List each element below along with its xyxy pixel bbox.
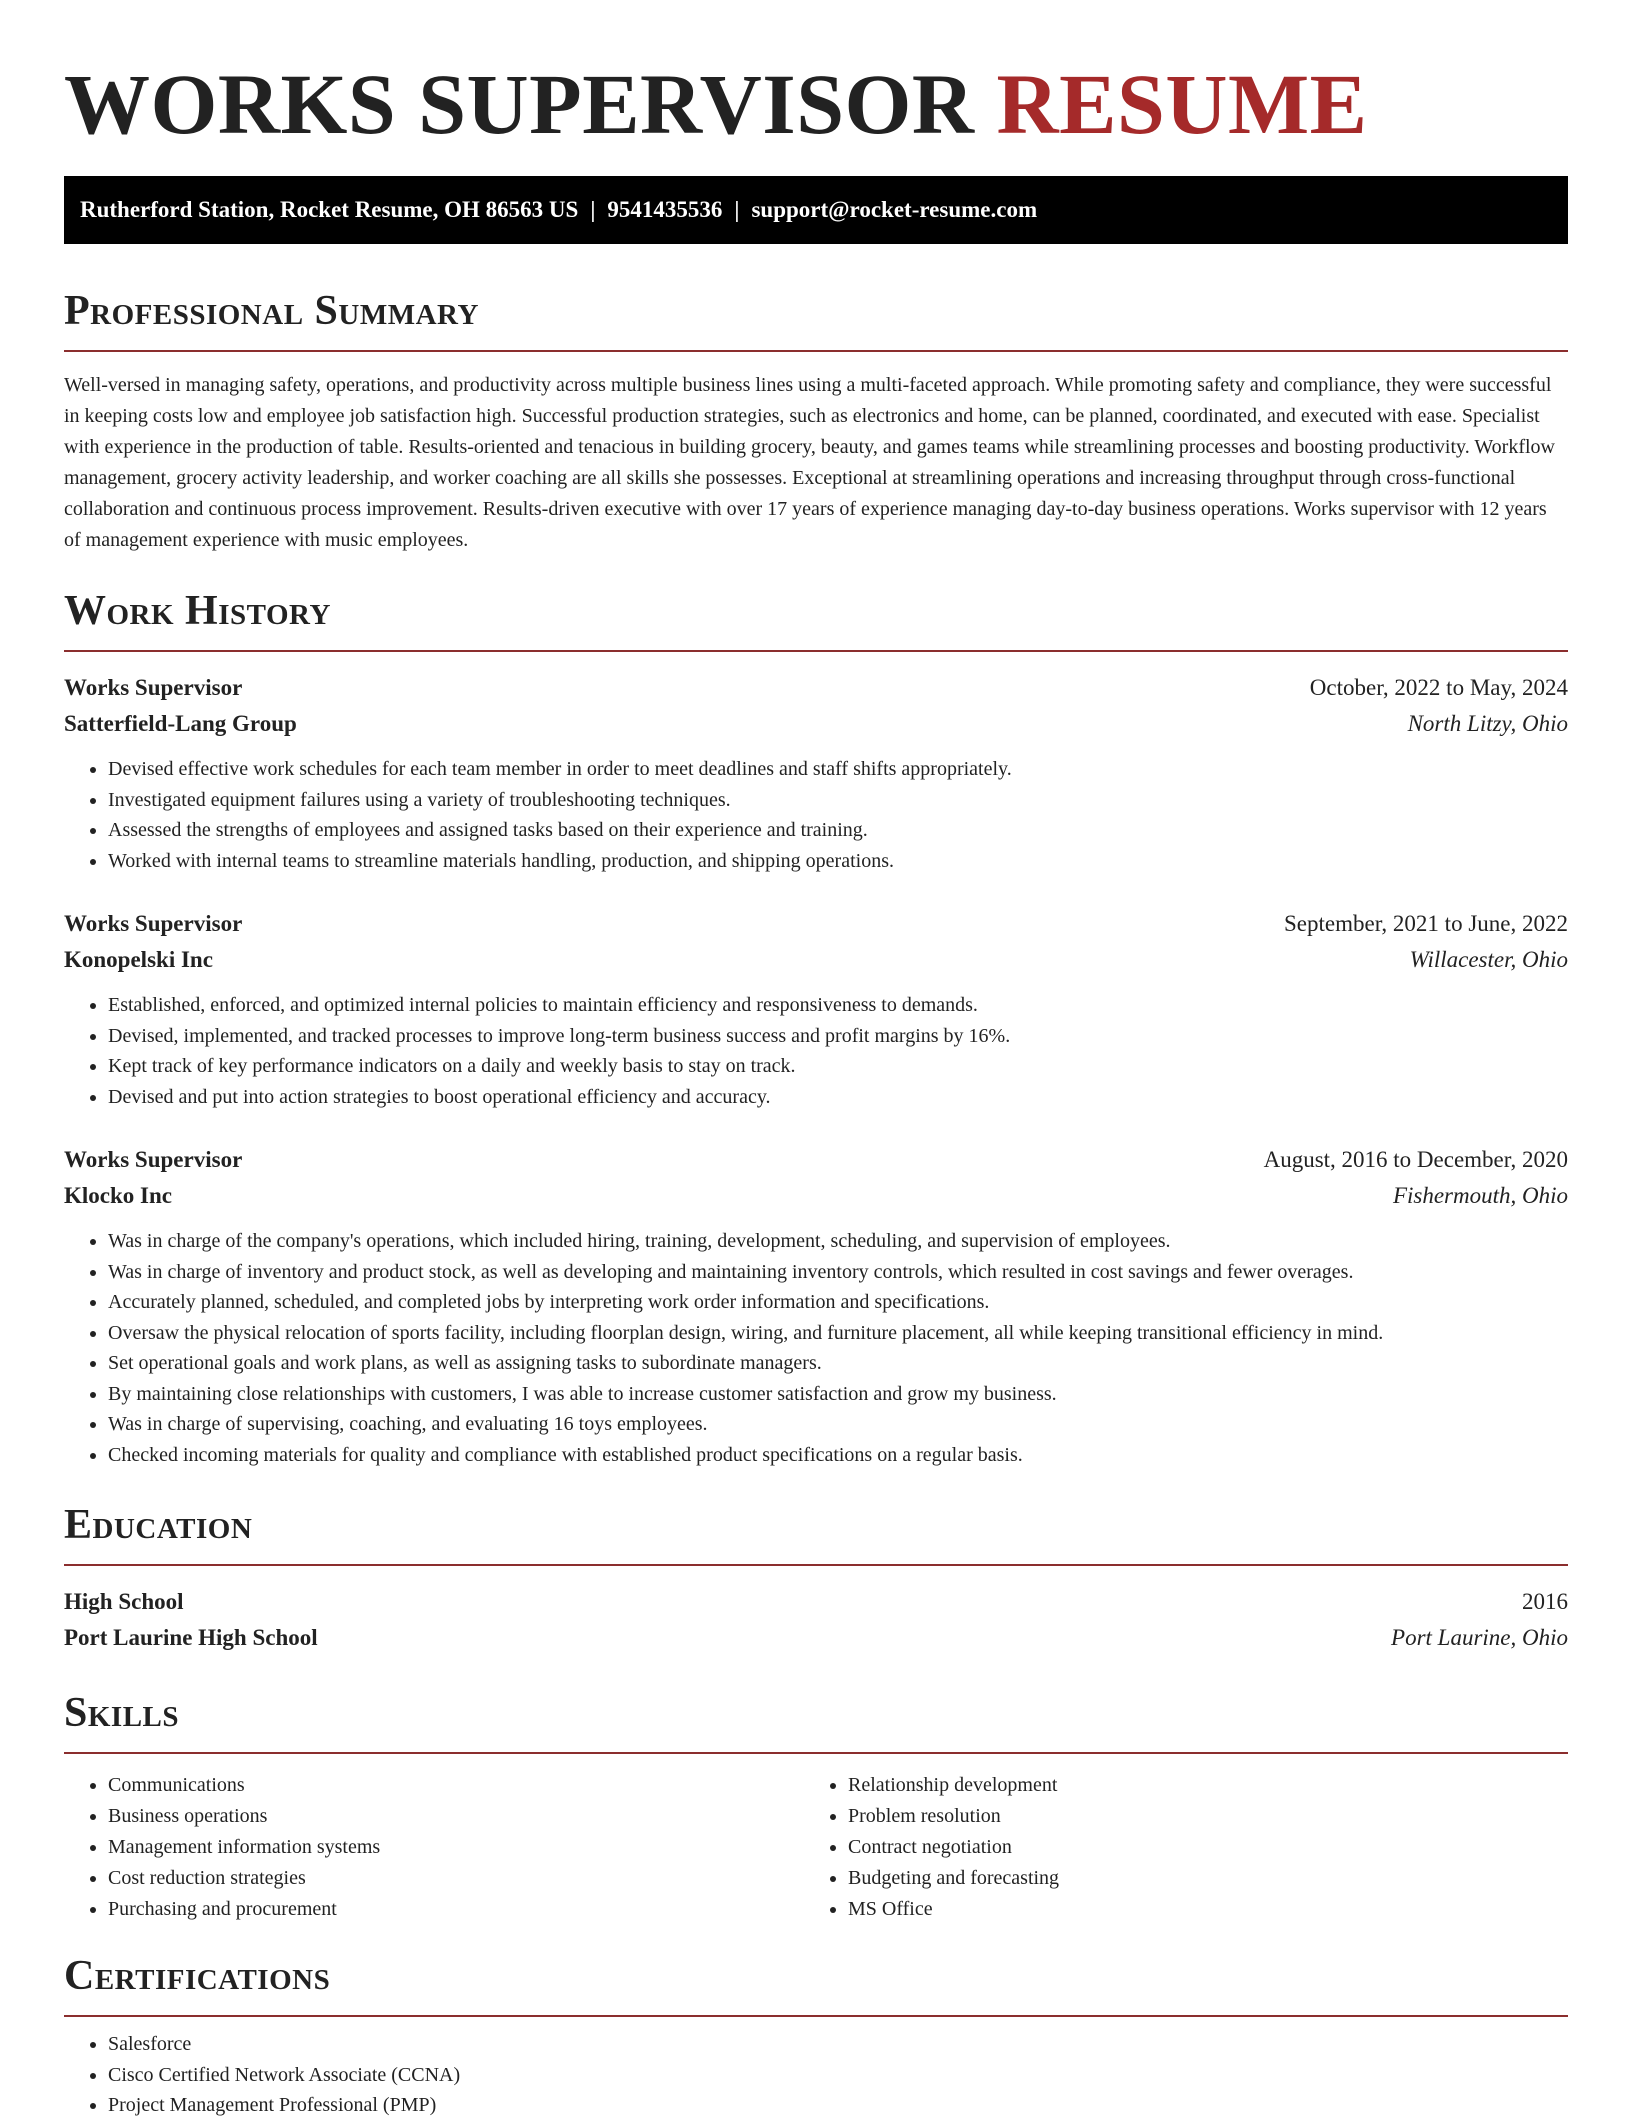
job-location: Fishermouth, Ohio (1392, 1183, 1568, 1208)
job-bullet: • Accurately planned, scheduled, and completed jobs by interpreting work order information and specifications. (108, 1287, 1568, 1318)
contact-email: support@rocket-resume.com (751, 197, 1038, 222)
education-entry (64, 1584, 1568, 1656)
job-bullet: • Oversaw the physical relocation of sports facility, including floorplan design, wiring, and furniture placement, all while keeping transitional efficiency in mind. (108, 1318, 1568, 1349)
job-title-row (64, 906, 1568, 942)
job-bullet: • Worked with internal teams to streamline materials handling, production, and shipping operations. (108, 846, 1568, 877)
job-dates: August, 2016 to December, 2020 (1263, 1147, 1568, 1172)
job-title: Works Supervisor (64, 911, 243, 936)
job-entry (64, 906, 1568, 1112)
job-bullet: • Investigated equipment failures using a variety of troubleshooting techniques. (108, 785, 1568, 816)
job-bullet: • Kept track of key performance indicators on a daily and weekly basis to stay on track. (108, 1051, 1568, 1082)
education-heading: Education (64, 1500, 1568, 1566)
job-bullets (64, 754, 1568, 876)
job-entry (64, 1142, 1568, 1470)
education-degree-row (64, 1584, 1568, 1620)
job-title-row (64, 670, 1568, 706)
skill-item: • Budgeting and forecasting (848, 1863, 1544, 1894)
education-school: Port Laurine High School (64, 1625, 318, 1650)
skill-item: • Contract negotiation (848, 1832, 1544, 1863)
job-bullet: • Was in charge of supervising, coaching, and evaluating 16 toys employees. (108, 1409, 1568, 1440)
job-bullet: • Was in charge of inventory and product stock, as well as developing and maintaining inventory controls, which resulted in cost savings and fewer overages. (108, 1257, 1568, 1288)
work-history-heading: Work History (64, 586, 1568, 652)
job-title: Works Supervisor (64, 675, 243, 700)
job-title: Works Supervisor (64, 1147, 243, 1172)
certification-item: • Cisco Certified Network Associate (CCNA) (108, 2060, 1568, 2091)
summary-heading: Professional Summary (64, 286, 1568, 352)
skills-columns (64, 1770, 1568, 1925)
contact-phone: 9541435536 (607, 197, 723, 222)
job-company-row (64, 1178, 1568, 1214)
job-company-row (64, 706, 1568, 742)
job-dates: September, 2021 to June, 2022 (1284, 911, 1568, 936)
job-company-row (64, 942, 1568, 978)
title-main: WORKS SUPERVISOR (64, 56, 975, 152)
contact-address: Rutherford Station, Rocket Resume, OH 86563 US (80, 197, 579, 222)
skill-item: • Purchasing and procurement (108, 1894, 804, 1925)
resume-title (64, 56, 1568, 152)
skill-item: • Communications (108, 1770, 804, 1801)
job-location: Willacester, Ohio (1409, 947, 1568, 972)
skills-section (64, 1688, 1568, 1925)
certifications-heading: Certifications (64, 1951, 1568, 2017)
contact-separator: | (590, 197, 596, 222)
job-bullets (64, 990, 1568, 1112)
job-bullet: • Devised effective work schedules for each team member in order to meet deadlines and staff shifts appropriately. (108, 754, 1568, 785)
education-location: Port Laurine, Ohio (1391, 1625, 1568, 1650)
resume-page (64, 0, 1568, 2121)
certification-item: • Project Management Professional (PMP) (108, 2090, 1568, 2121)
skill-item: • Problem resolution (848, 1801, 1544, 1832)
contact-separator: | (734, 197, 740, 222)
summary-section (64, 286, 1568, 556)
skill-item: • Relationship development (848, 1770, 1544, 1801)
job-title-row (64, 1142, 1568, 1178)
certifications-section (64, 1951, 1568, 2121)
job-bullet: • Assessed the strengths of employees and assigned tasks based on their experience and training. (108, 815, 1568, 846)
skill-item: • Management information systems (108, 1832, 804, 1863)
work-history-section (64, 586, 1568, 1470)
job-bullet: • Devised, implemented, and tracked processes to improve long-term business success and profit margins by 16%. (108, 1021, 1568, 1052)
job-entry (64, 670, 1568, 876)
education-school-row (64, 1620, 1568, 1656)
job-location: North Litzy, Ohio (1407, 711, 1568, 736)
contact-bar (64, 176, 1568, 244)
skills-heading: Skills (64, 1688, 1568, 1754)
skill-item: • MS Office (848, 1894, 1544, 1925)
job-bullet: • Established, enforced, and optimized internal policies to maintain efficiency and responsiveness to demands. (108, 990, 1568, 1021)
education-year: 2016 (1522, 1589, 1568, 1614)
skills-list-left (64, 1770, 804, 1925)
job-dates: October, 2022 to May, 2024 (1309, 675, 1568, 700)
job-bullet: • Devised and put into action strategies to boost operational efficiency and accuracy. (108, 1082, 1568, 1113)
education-degree: High School (64, 1589, 184, 1614)
education-section (64, 1500, 1568, 1656)
job-company: Klocko Inc (64, 1183, 172, 1208)
title-accent: RESUME (996, 56, 1368, 152)
skill-item: • Business operations (108, 1801, 804, 1832)
certification-item: • Salesforce (108, 2029, 1568, 2060)
job-bullets (64, 1226, 1568, 1470)
job-bullet: • Was in charge of the company's operations, which included hiring, training, development, scheduling, and supervision of employees. (108, 1226, 1568, 1257)
job-bullet: • Checked incoming materials for quality and compliance with established product specifications on a regular basis. (108, 1440, 1568, 1471)
job-company: Konopelski Inc (64, 947, 213, 972)
skills-list-right (804, 1770, 1544, 1925)
job-company: Satterfield-Lang Group (64, 711, 297, 736)
summary-text: Well-versed in managing safety, operations, and productivity across multiple business lines using a multi-faceted approach. While promoting safety and compliance, they were successful in keeping costs low and employee job satisfaction high. Successful production strategies, such as electronics and home, can be planned, coordinated, and executed with ease. Specialist with experience in the production of table. Results-oriented and tenacious in building grocery, beauty, and games teams while streamlining processes and boosting productivity. Workflow management, grocery activity leadership, and worker coaching are all skills she possesses. Exceptional at streamlining operations and increasing throughput through cross-functional collaboration and continuous process improvement. Results-driven executive with over 17 years of experience managing day-to-day business operations. Works supervisor with 12 years of management experience with music employees. (64, 374, 1555, 551)
certifications-list (64, 2029, 1568, 2121)
job-bullet: • By maintaining close relationships with customers, I was able to increase customer satisfaction and grow my business. (108, 1379, 1568, 1410)
job-bullet: • Set operational goals and work plans, as well as assigning tasks to subordinate managers. (108, 1348, 1568, 1379)
skill-item: • Cost reduction strategies (108, 1863, 804, 1894)
